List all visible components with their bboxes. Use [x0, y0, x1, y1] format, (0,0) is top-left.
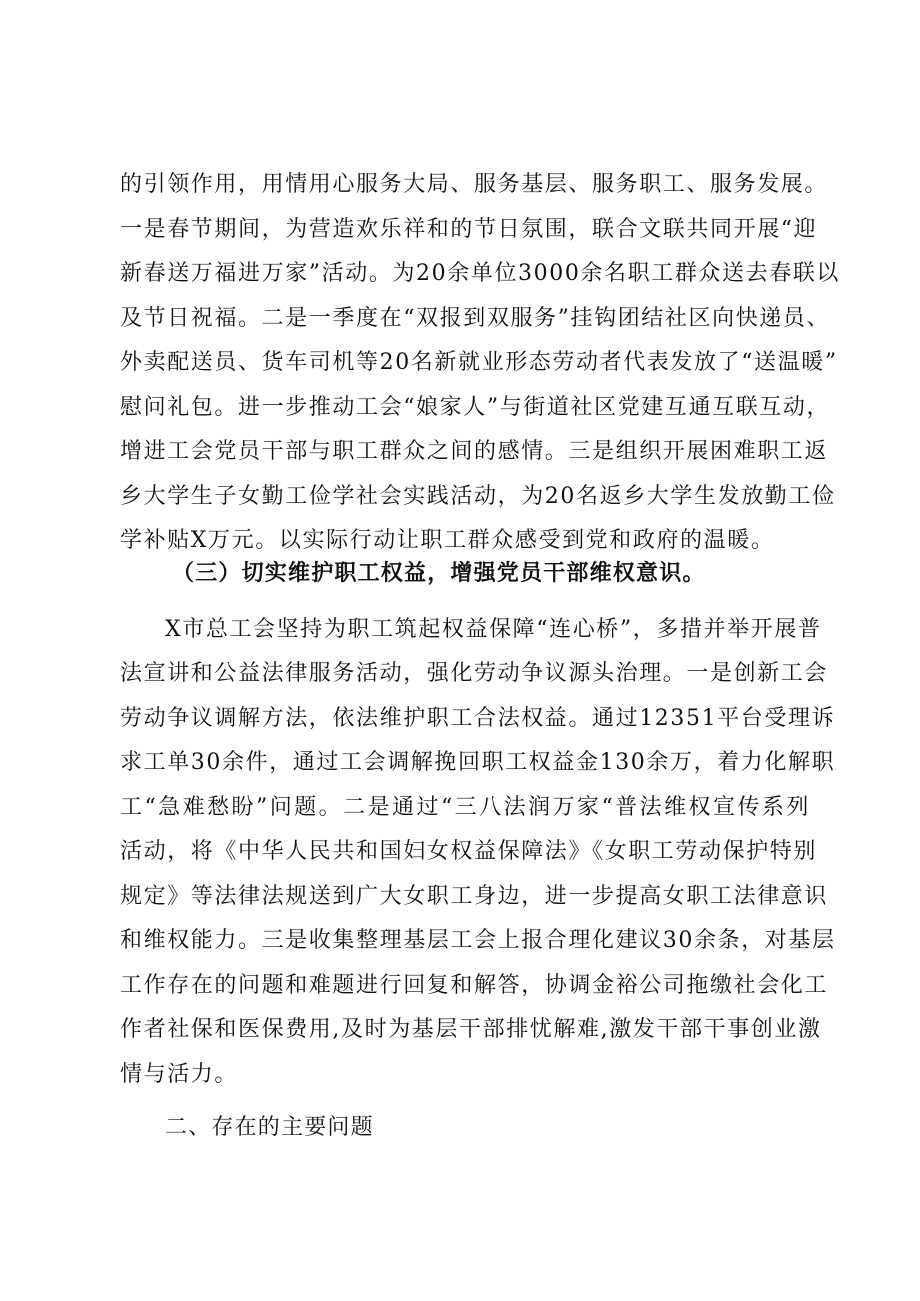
paragraph-line: 慰问礼包。进一步推动工会“娘家人”与街道社区党建互通互联互动， — [120, 395, 831, 420]
paragraph-line: 的引领作用，用情用心服务大局、服务基层、服务职工、服务发展。 — [120, 172, 829, 197]
paragraph-line: 外卖配送员、货车司机等20名新就业形态劳动者代表发放了“送温暖” — [120, 350, 838, 375]
paragraph-line: 增进工会党员干部与职工群众之间的感情。三是组织开展困难职工返 — [120, 439, 829, 464]
paragraph-line: X市总工会坚持为职工筑起权益保障“连心桥”，多措并举开展普 — [165, 617, 822, 642]
paragraph-line: 劳动争议调解方法，依法维护职工合法权益。通过12351平台受理诉 — [120, 706, 836, 731]
paragraph-line: 工“急难愁盼”问题。二是通过“三八法润万家“普法维权宣传系列 — [120, 795, 810, 820]
paragraph-line: 一是春节期间，为营造欢乐祥和的节日氛围，联合文联共同开展“迎 — [120, 217, 818, 242]
paragraph-line: 作者社保和医保费用,及时为基层干部排忧解难,激发干部干事创业激 — [120, 1017, 822, 1042]
paragraph-line: 乡大学生子女勤工俭学社会实践活动，为20名返乡大学生发放勤工俭 — [120, 484, 836, 509]
paragraph-line: 和维权能力。三是收集整理基层工会上报合理化建议30余条，对基层 — [120, 928, 836, 953]
section-heading: 二、存在的主要问题 — [165, 1115, 374, 1140]
paragraph-line: 求工单30余件，通过工会调解挽回职工权益金130余万，着力化解职 — [120, 750, 836, 775]
paragraph-line: 新春送万福进万家”活动。为20余单位3000余名职工群众送去春联以 — [120, 261, 841, 286]
paragraph-line: 规定》等法律法规送到广大女职工身边，进一步提高女职工法律意识 — [120, 884, 829, 909]
paragraph-line: 及节日祝福。二是一季度在“双报到双服务”挂钩团结社区向快递员、 — [120, 306, 831, 331]
paragraph-line: 学补贴X万元。以实际行动让职工群众感受到党和政府的温暖。 — [120, 528, 775, 553]
paragraph-line: 活动，将《中华人民共和国妇女权益保障法》《女职工劳动保护特别 — [120, 839, 818, 864]
paragraph-line: 工作存在的问题和难题进行回复和解答，协调金裕公司拖缴社会化工 — [120, 973, 829, 998]
paragraph-line: 法宣讲和公益法律服务活动，强化劳动争议源头治理。一是创新工会 — [120, 661, 829, 686]
paragraph-line: 情与活力。 — [120, 1062, 239, 1087]
subheading: （三）切实维护职工权益，增强党员干部维权意识。 — [172, 560, 706, 586]
